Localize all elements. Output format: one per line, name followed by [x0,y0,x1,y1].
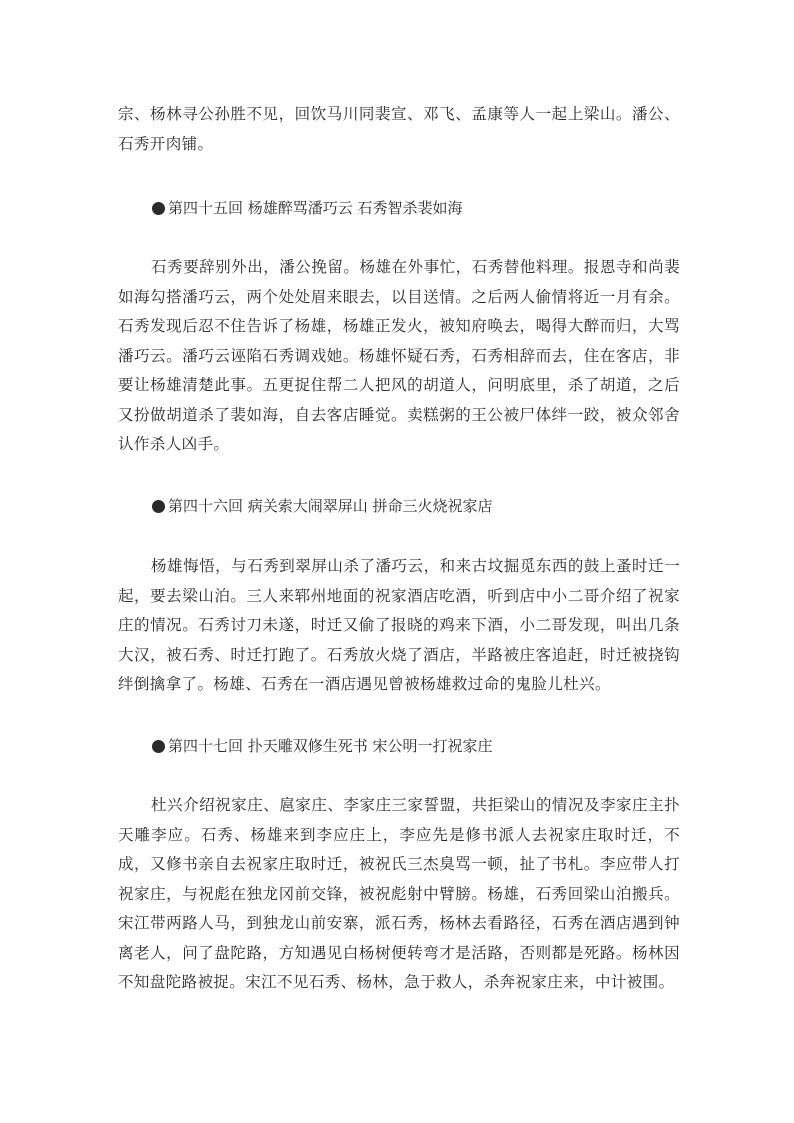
chapter-46-title: 第四十六回 病关索大闹翠屏山 拼命三火烧祝家店 [168,497,493,515]
intro-paragraph: 宗、杨林寻公孙胜不见，回饮马川同裴宣、邓飞、孟康等人一起上梁山。潘公、石秀开肉铺。 [118,105,680,153]
bullet-icon [152,740,165,753]
bullet-icon [152,500,165,513]
chapter-47-heading [152,734,493,758]
bullet-icon [152,202,165,215]
chapter-46-heading [152,494,493,518]
chapter-45-heading [152,196,463,220]
chapter-47-title: 第四十七回 扑天雕双修生死书 宋公明一打祝家庄 [168,737,493,755]
chapter-47-paragraph: 杜兴介绍祝家庄、扈家庄、李家庄三家誓盟，共拒梁山的情况及李家庄主扑天雕李应。石秀、杨雄来到李应庄上，李应先是修书派人去祝家庄取时迁，不成，又修书亲自去祝家庄取时迁，被祝氏三杰臭骂一顿，扯了书札。李应带人打祝家庄，与祝彪在独龙冈前交锋，被祝彪射中臂膀。杨雄，石秀回梁山泊搬兵。宋江带两路人马，到独龙山前安寨，派石秀，杨林去看路径，石秀在酒店遇到钟离老人，问了盘陀路，方知遇见白杨树便转弯才是活路，否则都是死路。杨林因不知盘陀路被捉。宋江不见石秀、杨林，急于救人，杀奔祝家庄来，中计被围。 [118,796,680,991]
chapter-45-title: 第四十五回 杨雄醉骂潘巧云 石秀智杀裴如海 [168,199,463,217]
chapter-46-paragraph: 杨雄悔悟，与石秀到翠屏山杀了潘巧云，和来古坟掘觅东西的鼓上蚤时迁一起，要去梁山泊。三人来郓州地面的祝家酒店吃酒，听到店中小二哥介绍了祝家庄的情况。石秀讨刀未遂，时迁又偷了报晓的鸡来下酒，小二哥发现，叫出几条大汉，被石秀、时迁打跑了。石秀放火烧了酒店，半路被庄客追赶，时迁被挠钩绊倒擒拿了。杨雄、石秀在一酒店遇见曾被杨雄救过命的鬼脸儿杜兴。 [118,557,680,693]
chapter-45-paragraph: 石秀要辞别外出，潘公挽留。杨雄在外事忙，石秀替他料理。报恩寺和尚裴如海勾搭潘巧云，两个处处眉来眼去，以目送情。之后两人偷情将近一月有余。石秀发现后忍不住告诉了杨雄，杨雄正发火，被知府唤去，喝得大醉而归，大骂潘巧云。潘巧云诬陷石秀调戏她。杨雄怀疑石秀，石秀相辞而去，住在客店，非要让杨雄清楚此事。五更捉住帮二人把风的胡道人，问明底里，杀了胡道，之后又扮做胡道杀了裴如海，自去客店睡觉。卖糕粥的王公被尸体绊一跤，被众邻舍认作杀人凶手。 [118,258,680,453]
